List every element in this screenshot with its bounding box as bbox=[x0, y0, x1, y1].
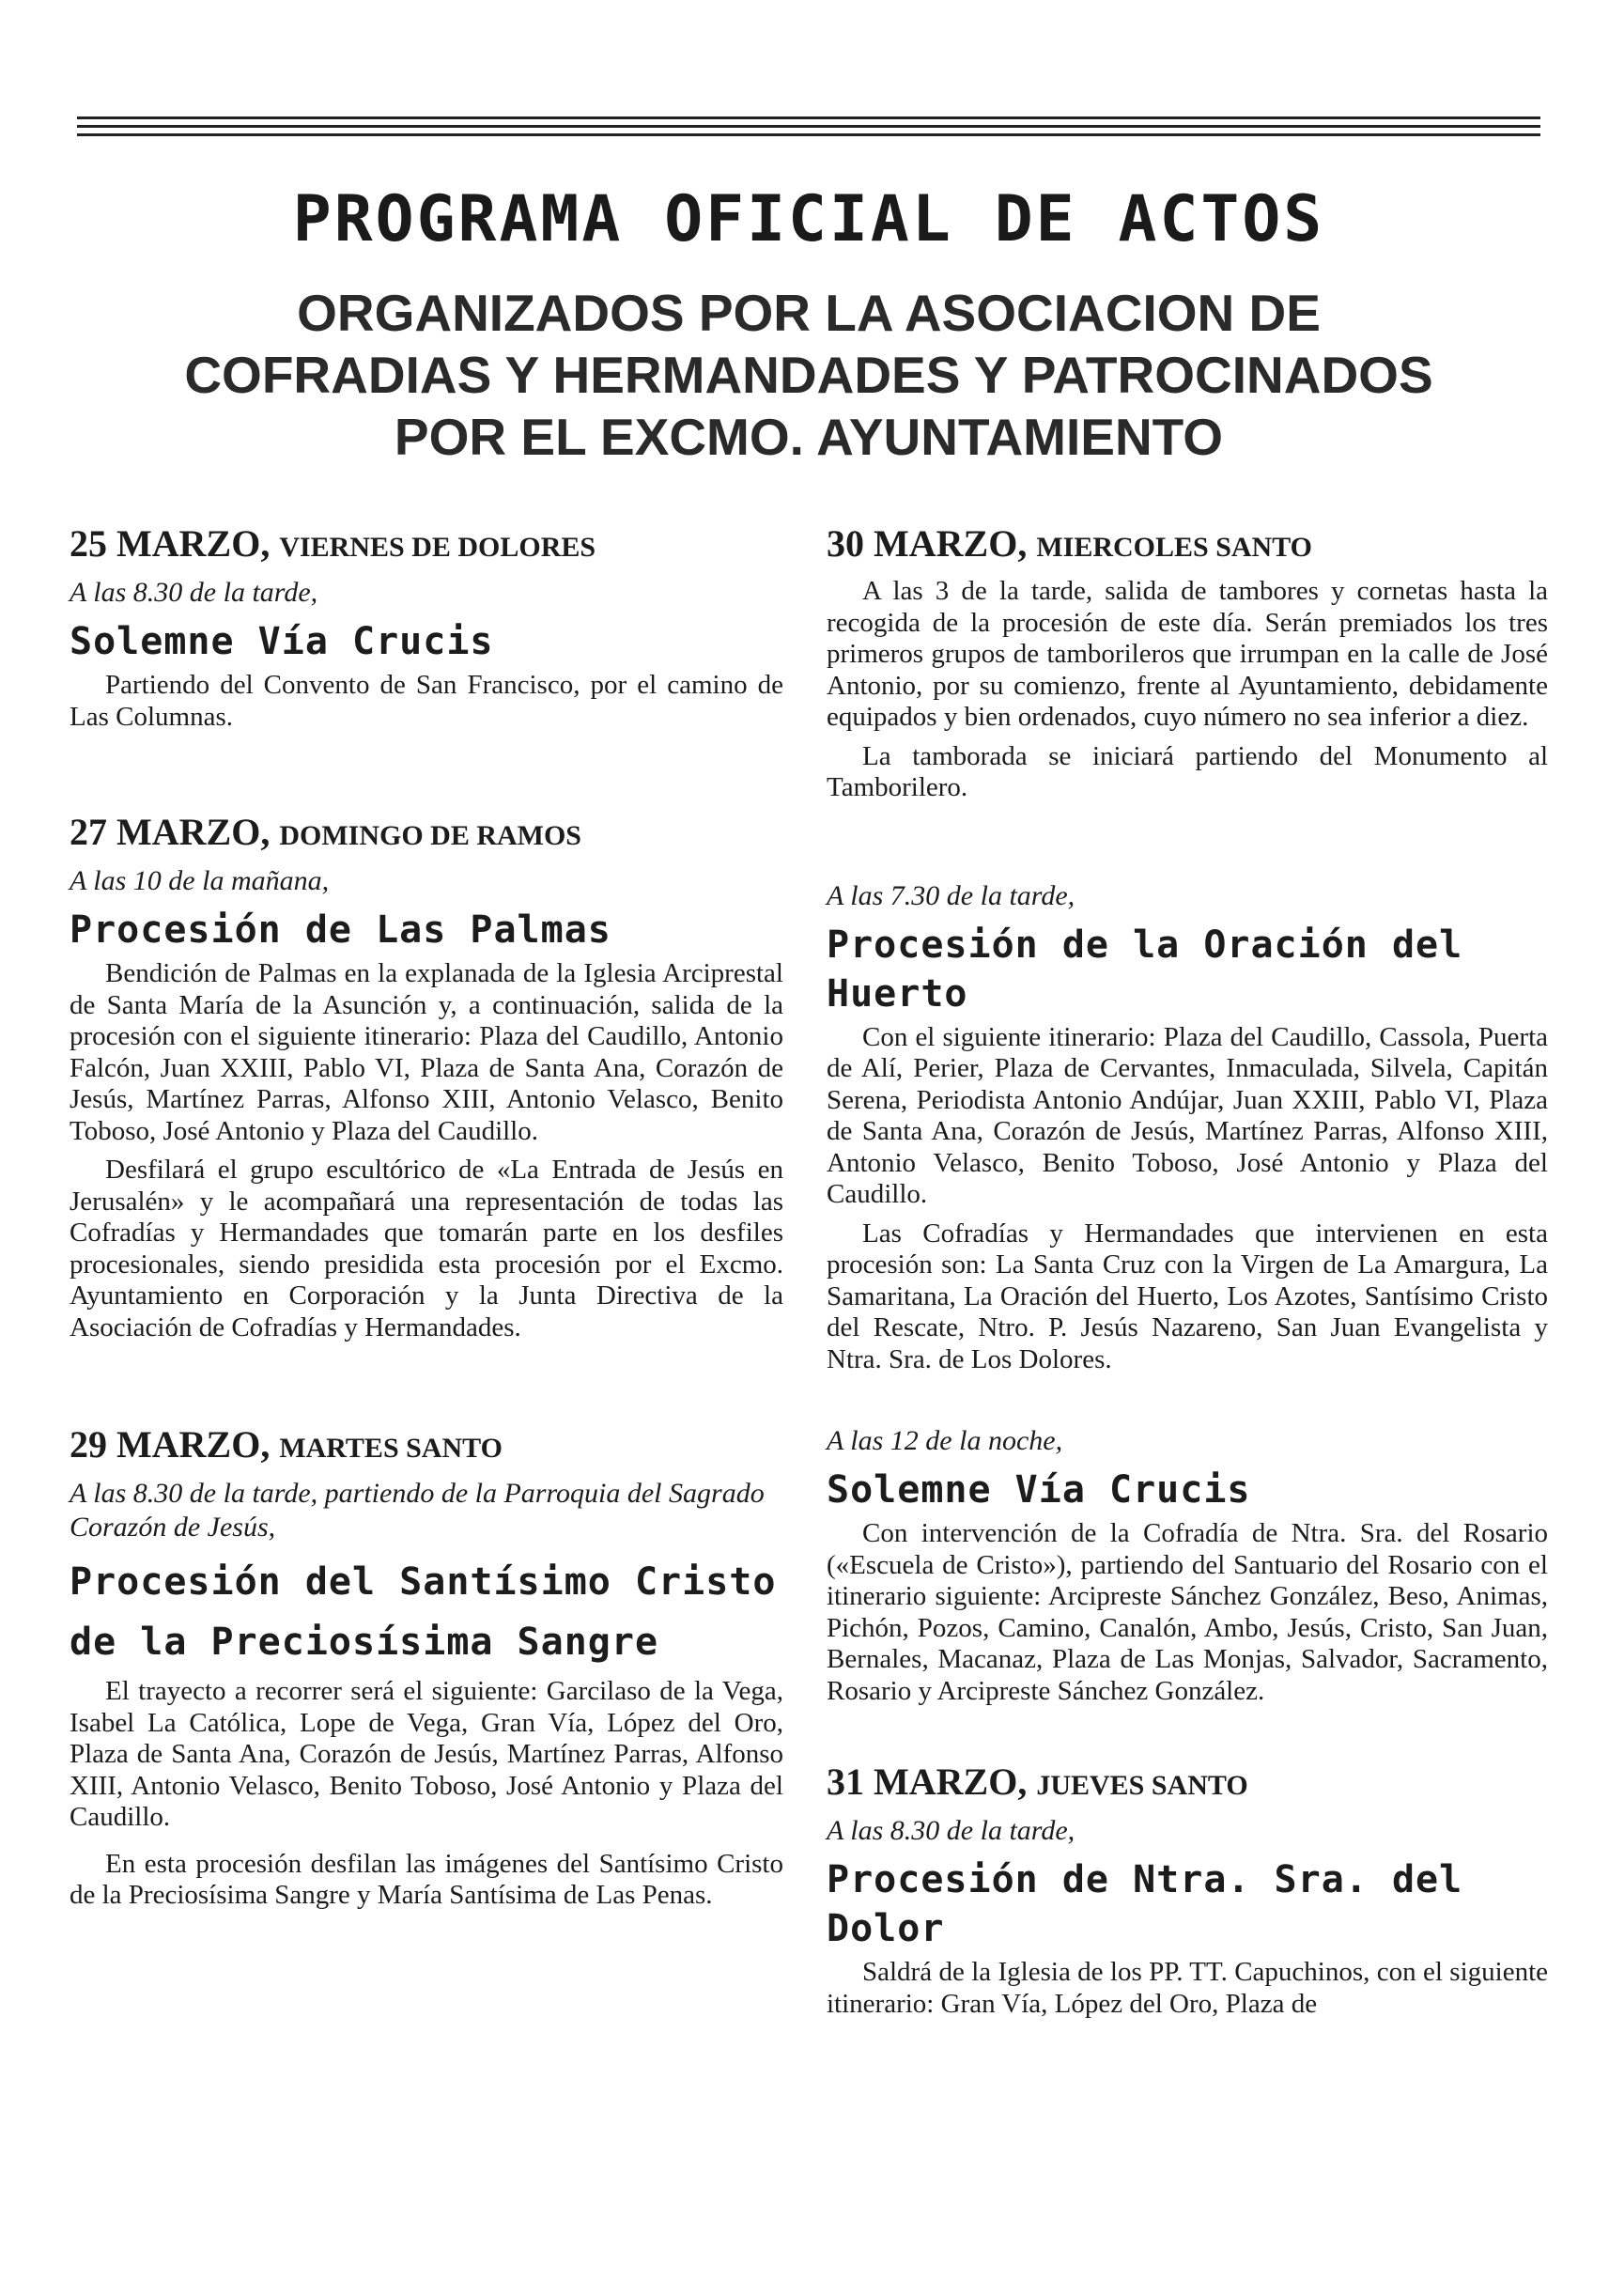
event-title: Solemne Vía Crucis bbox=[827, 1468, 1251, 1512]
date-text: 27 MARZO, bbox=[70, 811, 271, 853]
rule-line bbox=[77, 133, 1540, 136]
rule-line bbox=[77, 125, 1540, 128]
event-title: Procesión del Santísimo Cristo de la Preciosísima Sangre bbox=[70, 1560, 777, 1664]
section-oracion-huerto bbox=[827, 879, 1548, 1376]
section-via-crucis-noche bbox=[827, 1424, 1548, 1707]
event-description: Bendición de Palmas en la explanada de la Iglesia Arciprestal de Santa María de la Asunción y, a continuación, salida de la procesión con el siguiente itinerario: Plaza del Caudillo, Antonio Falcón, Juan XXIII, Pablo VI, Plaza de Santa Ana, Corazón de Jesús, Martínez Parras, Alfonso XIII, Antonio Velasco, Benito Toboso, José Antonio y Plaza del Caudillo. bbox=[70, 958, 783, 1146]
weekday-text: DOMINGO DE RAMOS bbox=[279, 820, 581, 851]
event-description: Saldrá de la Iglesia de los PP. TT. Capuchinos, con el siguiente itinerario: Gran Vía, López del Oro, Plaza de bbox=[827, 1957, 1548, 2019]
event-time: A las 12 de la noche, bbox=[827, 1425, 1063, 1456]
date-text: 31 MARZO, bbox=[827, 1761, 1028, 1803]
event-title: Procesión de Ntra. Sra. del Dolor bbox=[827, 1858, 1463, 1950]
section-31-marzo bbox=[827, 1760, 1548, 2020]
section-date bbox=[827, 1760, 1548, 1808]
event-description: Desfilará el grupo escultórico de «La Entrada de Jesús en Jerusalén» y le acompañará una representación de todas las Cofradías y Hermandades que tomarán parte en los desfiles procesionales, siendo presidida esta procesión por el Excmo. Ayuntamiento en Corporación y la Junta Directiva de la Asociación de Cofradías y Hermandades. bbox=[70, 1155, 783, 1342]
event-description: En esta procesión desfilan las imágenes del Santísimo Cristo de la Preciosísima Sangre y María Santísima de Las Penas. bbox=[70, 1848, 783, 1910]
event-description: A las 3 de la tarde, salida de tambores y cornetas hasta la recogida de la procesión de este día. Serán premiados los tres primeros grupos de tamborileros que irrumpan en la calle de José Antonio, por su comienzo, frente al Ayuntamiento, debidamente equipados y bien ordenados, cuyo número no sea inferior a diez. bbox=[827, 576, 1548, 732]
rule-line bbox=[77, 116, 1540, 119]
event-time: A las 10 de la mañana, bbox=[70, 865, 330, 896]
subtitle-line: POR EL EXCMO. AYUNTAMIENTO bbox=[394, 408, 1224, 466]
section-27-marzo bbox=[70, 810, 783, 1343]
section-date bbox=[827, 521, 1548, 570]
event-description: Con el siguiente itinerario: Plaza del Caudillo, Cassola, Puerta de Alí, Perier, Plaza de Cervantes, Inmaculada, Silvela, Capitán Serena, Periodista Antonio Andújar, Juan XXIII, Pablo VI, Plaza de Santa Ana, Corazón de Jesús, Martínez Parras, Alfonso XIII, Antonio Velasco, Benito Toboso, José Antonio y Plaza del Caudillo. bbox=[827, 1021, 1548, 1209]
section-25-marzo bbox=[70, 521, 783, 733]
subtitle-line: ORGANIZADOS POR LA ASOCIACION DE bbox=[297, 284, 1321, 342]
event-description: La tamborada se iniciará partiendo del Monumento al Tamborilero. bbox=[827, 740, 1548, 802]
event-time: A las 8.30 de la tarde, bbox=[70, 577, 318, 608]
subtitle-line: COFRADIAS Y HERMANDADES Y PATROCINADOS bbox=[184, 346, 1433, 404]
page-title: PROGRAMA OFICIAL DE ACTOS bbox=[292, 182, 1325, 256]
event-description: Las Cofradías y Hermandades que intervienen en esta procesión son: La Santa Cruz con la Virgen de La Amargura, La Samaritana, La Oración del Huerto, Los Azotes, Santísimo Cristo del Rescate, Ntro. P. Jesús Nazareno, San Juan Evangelista y Ntra. Sra. de Los Dolores. bbox=[827, 1218, 1548, 1374]
weekday-text: MIERCOLES SANTO bbox=[1036, 532, 1313, 563]
date-text: 25 MARZO, bbox=[70, 522, 271, 565]
event-description: Con intervención de la Cofradía de Ntra. Sra. del Rosario («Escuela de Cristo»), partiendo del Santuario del Rosario con el itinerario siguiente: Arcipreste Sánchez González, Beso, Animas, Pichón, Pozos, Camino, Canalón, Ambo, Jesús, Cristo, San Juan, Bernales, Macanaz, Plaza de Las Monjas, Salvador, Sacramento, Rosario y Arcipreste Sánchez González. bbox=[827, 1518, 1548, 1706]
event-time: A las 8.30 de la tarde, bbox=[827, 1815, 1075, 1846]
event-title: Procesión de Las Palmas bbox=[70, 908, 611, 952]
right-column bbox=[827, 521, 1548, 2020]
event-time: A las 7.30 de la tarde, bbox=[827, 879, 1075, 911]
section-30-marzo bbox=[827, 521, 1548, 804]
weekday-text: JUEVES SANTO bbox=[1036, 1770, 1248, 1801]
left-column bbox=[70, 521, 783, 1912]
section-29-marzo bbox=[70, 1422, 783, 1912]
page-subtitle bbox=[77, 282, 1540, 468]
date-text: 30 MARZO, bbox=[827, 522, 1028, 565]
date-text: 29 MARZO, bbox=[70, 1423, 271, 1466]
event-time: A las 8.30 de la tarde, partiendo de la Parroquia del Sagrado Corazón de Jesús, bbox=[70, 1478, 765, 1543]
event-description: El trayecto a recorrer será el siguiente: Garcilaso de la Vega, Isabel La Católica, Lope de Vega, Gran Vía, López del Oro, Plaza de Santa Ana, Corazón de Jesús, Martínez Parras, Alfonso XIII, Antonio Velasco, Benito Toboso, José Antonio y Plaza del Caudillo. bbox=[70, 1676, 783, 1832]
section-date bbox=[70, 810, 783, 859]
section-date bbox=[70, 521, 783, 570]
event-title: Solemne Vía Crucis bbox=[70, 620, 494, 663]
event-description: Partiendo del Convento de San Francisco, por el camino de Las Columnas. bbox=[70, 670, 783, 732]
section-date bbox=[70, 1422, 783, 1471]
event-title: Procesión de la Oración del Huerto bbox=[827, 923, 1463, 1016]
weekday-text: VIERNES DE DOLORES bbox=[279, 532, 596, 563]
weekday-text: MARTES SANTO bbox=[279, 1433, 503, 1464]
header-double-rule bbox=[77, 116, 1540, 142]
